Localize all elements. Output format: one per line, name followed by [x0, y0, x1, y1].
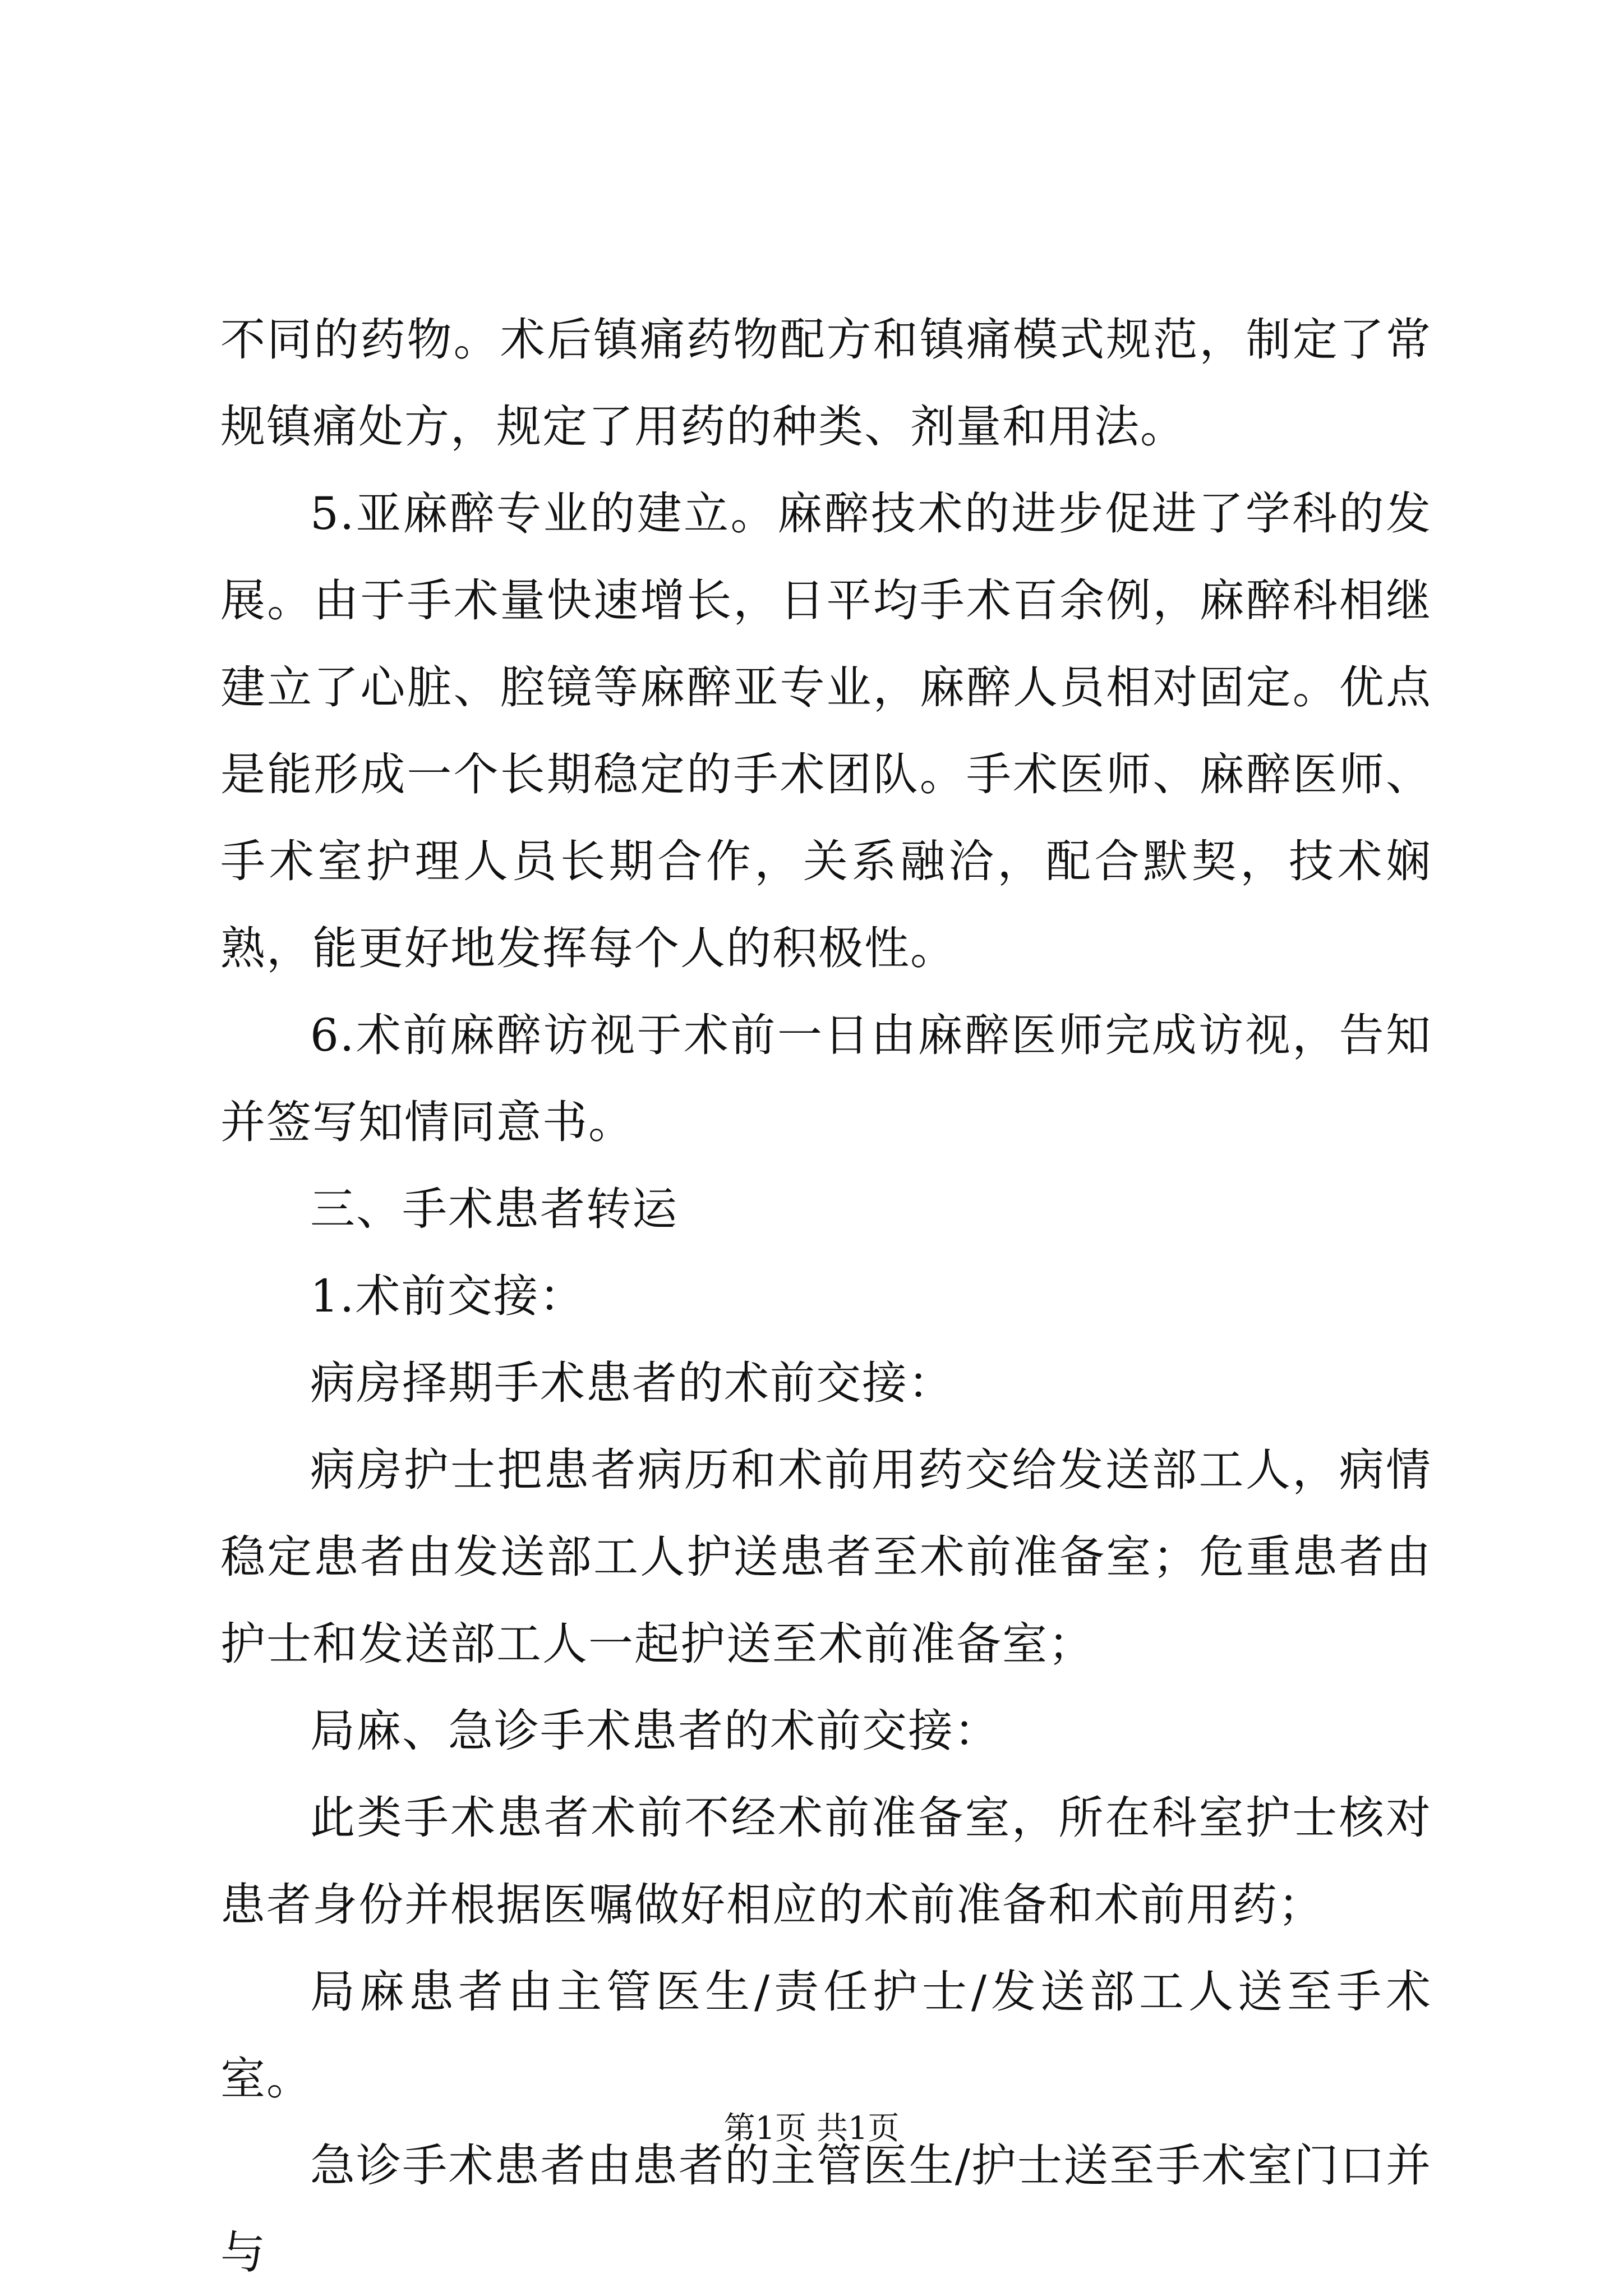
page-number-label: 第1页 共1页 [723, 2110, 900, 2147]
document-body [220, 296, 1432, 2296]
page-footer [0, 2109, 1623, 2148]
paragraph-6: 病房择期手术患者的术前交接： [310, 1357, 954, 1409]
paragraph-3: 6.术前麻醉访视于术前一日由麻醉医师完成访视，告知并签写知情同意书。 [220, 1009, 1432, 1148]
section-heading: 三、手术患者转运 [310, 1183, 678, 1235]
paragraph-9: 此类手术患者术前不经术前准备室，所在科室护士核对患者身份并根据医嘱做好相应的术前准备和术前用药； [220, 1792, 1432, 1931]
paragraph-8: 局麻、急诊手术患者的术前交接： [310, 1705, 1000, 1757]
subheading-pre-op-handover: 1.术前交接： [310, 1270, 585, 1322]
paragraph-1: 不同的药物。术后镇痛药物配方和镇痛模式规范，制定了常规镇痛处方，规定了用药的种类、剂量和用法。 [220, 314, 1432, 453]
paragraph-7: 病房护士把患者病历和术前用药交给发送部工人，病情稳定患者由发送部工人护送患者至术前准备室；危重患者由护士和发送部工人一起护送至术前准备室； [220, 1444, 1432, 1670]
paragraph-2: 5.亚麻醉专业的建立。麻醉技术的进步促进了学科的发展。由于手术量快速增长，日平均手术百余例，麻醉科相继建立了心脏、腔镜等麻醉亚专业，麻醉人员相对固定。优点是能形成一个长期稳定的手术团队。手术医师、麻醉医师、手术室护理人员长期合作，关系融洽，配合默契，技术娴熟，能更好地发挥每个人的积极性。 [220, 487, 1432, 974]
paragraph-10: 局麻患者由主管医生/责任护士/发送部工人送至手术室。 [220, 1966, 1432, 2105]
paragraph-11: 急诊手术患者由患者的主管医生/护士送至手术室门口并与 [220, 2139, 1432, 2279]
